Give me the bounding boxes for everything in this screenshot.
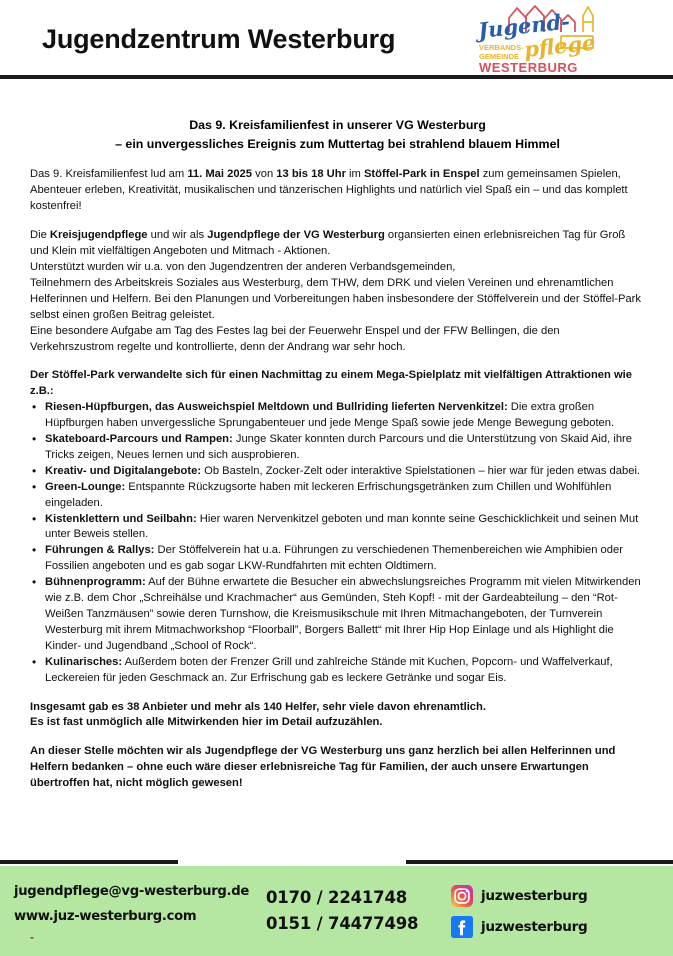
instagram-row[interactable] xyxy=(451,885,673,907)
list-item-label: Bühnenprogramm: xyxy=(45,576,146,589)
support-paragraph-2: Teilnehmern des Arbeitskreis Soziales aus Westerburg, dem THW, dem DRK und vielen Vereinen und ehrenamtlichen Helferinnen und Helfern. Bei den Planungen und Vorbereitungen haben insbesondere der Stöffelverein und der Stöffel-Park selbst einen großen Beitrag geleistet. xyxy=(30,276,641,321)
logo-sub-verbands: VERBANDS- xyxy=(479,43,524,52)
facebook-row[interactable] xyxy=(451,916,673,938)
logo-artwork xyxy=(473,2,613,76)
intro-time: 13 bis 18 Uhr xyxy=(276,168,346,181)
document-title xyxy=(30,116,645,154)
intro-seg3: im xyxy=(345,168,364,181)
document-title-line2: – ein unvergessliches Ereignis zum Muttertag bei strahlend blauem Himmel xyxy=(115,137,560,152)
attractions-list xyxy=(30,400,645,686)
footer-website[interactable]: www.juz-westerburg.com xyxy=(14,909,197,924)
organizers-seg3: organsierten einen erlebnisreichen Tag für Groß und Klein mit vielfältigen Angeboten und Mitmach - Aktionen. xyxy=(30,229,626,258)
list-item xyxy=(30,575,645,655)
footer-social-column xyxy=(451,885,673,938)
list-item xyxy=(30,480,645,512)
list-item-text: Entspannte Rückzugsorte haben mit leckeren Erfrischungsgetränken zum Chillen und Wohlfühlen eingeladen. xyxy=(45,480,612,509)
organizers-seg2: und wir als xyxy=(147,229,208,242)
support-paragraph-1: Unterstützt wurden wir u.a. von den Jugendzentren der anderen Verbandsgemeinden, xyxy=(30,260,456,273)
list-item-label: Riesen-Hüpfburgen, das Ausweichspiel Meltdown und Bullriding lieferten Nervenkitzel: xyxy=(45,401,508,414)
intro-seg1: Das 9. Kreisfamilienfest lud am xyxy=(30,168,188,181)
jugendpflege-logo xyxy=(473,2,613,76)
footer-dash: - xyxy=(30,930,34,945)
page-title: Jugendzentrum Westerburg xyxy=(42,23,396,54)
organizers-jugendpflege: Jugendpflege der VG Westerburg xyxy=(207,229,385,242)
thanks-paragraph: An dieser Stelle möchten wir als Jugendpflege der VG Westerburg uns ganz herzlich bei allen Helferinnen und Helfern bedanken – ohne euch wäre dieser erlebnisreiche Tag für Familien, der auch unsere Erwartungen übertroffen hat, nicht möglich gewesen! xyxy=(30,745,616,790)
footer-phone-1[interactable]: 0170 / 2241748 xyxy=(266,888,408,908)
list-item-text: Die extra großen Hüpfburgen haben unvergessliche Sprungabenteuer und jede Menge Spaß sowie jede Menge Bewegung geboten. xyxy=(45,401,615,430)
list-item-label: Kistenklettern und Seilbahn: xyxy=(45,512,197,525)
facebook-handle[interactable]: juzwesterburg xyxy=(481,918,588,935)
logo-word-pflege: pflege xyxy=(522,29,597,62)
footer-email[interactable]: jugendpflege@vg-westerburg.de xyxy=(14,883,250,899)
list-item-label: Skateboard-Parcours und Rampen: xyxy=(45,433,233,446)
instagram-handle[interactable]: juzwesterburg xyxy=(481,887,588,904)
footer-divider-gap xyxy=(178,860,406,864)
list-item-label: Kulinarisches: xyxy=(45,655,123,668)
intro-paragraph xyxy=(30,167,645,215)
document-body xyxy=(0,78,673,792)
instagram-icon[interactable] xyxy=(451,885,473,907)
list-item-text: Junge Skater konnten durch Parcours und die Unterstützung von Skaid Aid, ihre Tricks zeigen, Neues lernen und sich ausprobieren. xyxy=(45,433,633,461)
list-item xyxy=(30,464,645,480)
list-item-text: Auf der Bühne erwartete die Besucher ein abwechslungsreiches Programm mit vielen Mitwirkenden wie z.B. dem Chor „Schreihälse und Krachmacher“ aus Gemünden, Steh Kopf! - mit der Gardeabteilung – den “Rot-Weißen Tanzmäusen” sowie deren Turnshow, die Kreismusikschule mit Ihren Mitmachangeboten, der Turnverein Westerburg mit ihrem Mitmachworkshop “Floorball”, Borgers Ballett“ mit Ihrer Hip Hop Einlage und als Highlight die Kinder- und Jugendband „School of Rock“. xyxy=(45,576,641,652)
list-item-text: Ob Basteln, Zocker-Zelt oder interaktive Spielstationen – hier war für jeden etwas dabei. xyxy=(201,464,641,477)
list-item-text: Hier waren Nervenkitzel geboten und man konnte seine Geschicklichkeit und seinen Mut unter Beweis stellen. xyxy=(45,512,639,541)
intro-date: 11. Mai 2025 xyxy=(187,168,253,181)
facebook-icon[interactable] xyxy=(451,916,473,938)
organizers-paragraph xyxy=(30,228,645,260)
list-item-text: Der Stöffelverein hat u.a. Führungen zu verschiedenen Themenbereichen wie Amphibien oder Fossilien angeboten und es gab sogar LKW-Rundfahrten mit echten Oldtimern. xyxy=(45,544,623,573)
list-item-label: Kreativ- und Digitalangebote: xyxy=(45,464,202,477)
document-title-line1: Das 9. Kreisfamilienfest in unserer VG Westerburg xyxy=(189,118,486,132)
footer-bar xyxy=(0,866,673,956)
intro-seg2: von xyxy=(252,168,277,181)
intro-location: Stöffel-Park in Enspel xyxy=(363,168,480,181)
footer-contact-column xyxy=(8,879,266,943)
organizers-kreisjugendpflege: Kreisjugendpflege xyxy=(49,229,148,242)
footer-phone-column xyxy=(266,885,451,936)
list-item xyxy=(30,512,645,544)
page-header xyxy=(0,0,673,78)
page-footer xyxy=(0,860,673,956)
summary-line-1: Insgesamt gab es 38 Anbieter und mehr als 140 Helfer, sehr viele davon ehrenamtlich. xyxy=(30,700,486,713)
support-paragraph-3: Eine besondere Aufgabe am Tag des Festes lag bei der Feuerwehr Enspel und der FFW Bellingen, die den Verkehrszustrom regelte und kontrollierte, denn der Andrang war sehr hoch. xyxy=(30,324,560,353)
summary-line-2: Es ist fast unmöglich alle Mitwirkenden hier im Detail aufzuzählen. xyxy=(30,716,383,729)
list-item-label: Führungen & Rallys: xyxy=(45,544,155,557)
header-divider xyxy=(0,75,673,79)
logo-word-jugend: Jugend- xyxy=(476,8,571,43)
list-item xyxy=(30,655,645,687)
list-item-label: Green-Lounge: xyxy=(45,480,126,493)
footer-phone-2[interactable]: 0151 / 74477498 xyxy=(266,914,419,933)
logo-sub-westerburg: WESTERBURG xyxy=(479,60,578,75)
list-item xyxy=(30,543,645,575)
logo-sub-gemeinde: GEMEINDE xyxy=(479,52,520,61)
intro-seg4: zum gemeinsamen Spielen, Abenteuer erleben, Kreativität, musikalischen und tänzerischen Highlights und natürlich viel Spaß ein – und das komplett kostenfrei! xyxy=(30,168,628,213)
organizers-seg1: Die xyxy=(30,229,50,242)
attractions-heading: Der Stöffel-Park verwandelte sich für einen Nachmittag zu einem Mega-Spielplatz mit vielfältigen Attraktionen wie z.B.: xyxy=(30,369,632,398)
list-item-text: Außerdem boten der Frenzer Grill und zahlreiche Stände mit Kuchen, Popcorn- und Waffelverkauf, Leckereien für jeden Geschmack an. Zur Erfrischung gab es leckere Getränke und sogar Eis. xyxy=(45,655,613,684)
list-item xyxy=(30,432,645,464)
list-item xyxy=(30,400,645,432)
